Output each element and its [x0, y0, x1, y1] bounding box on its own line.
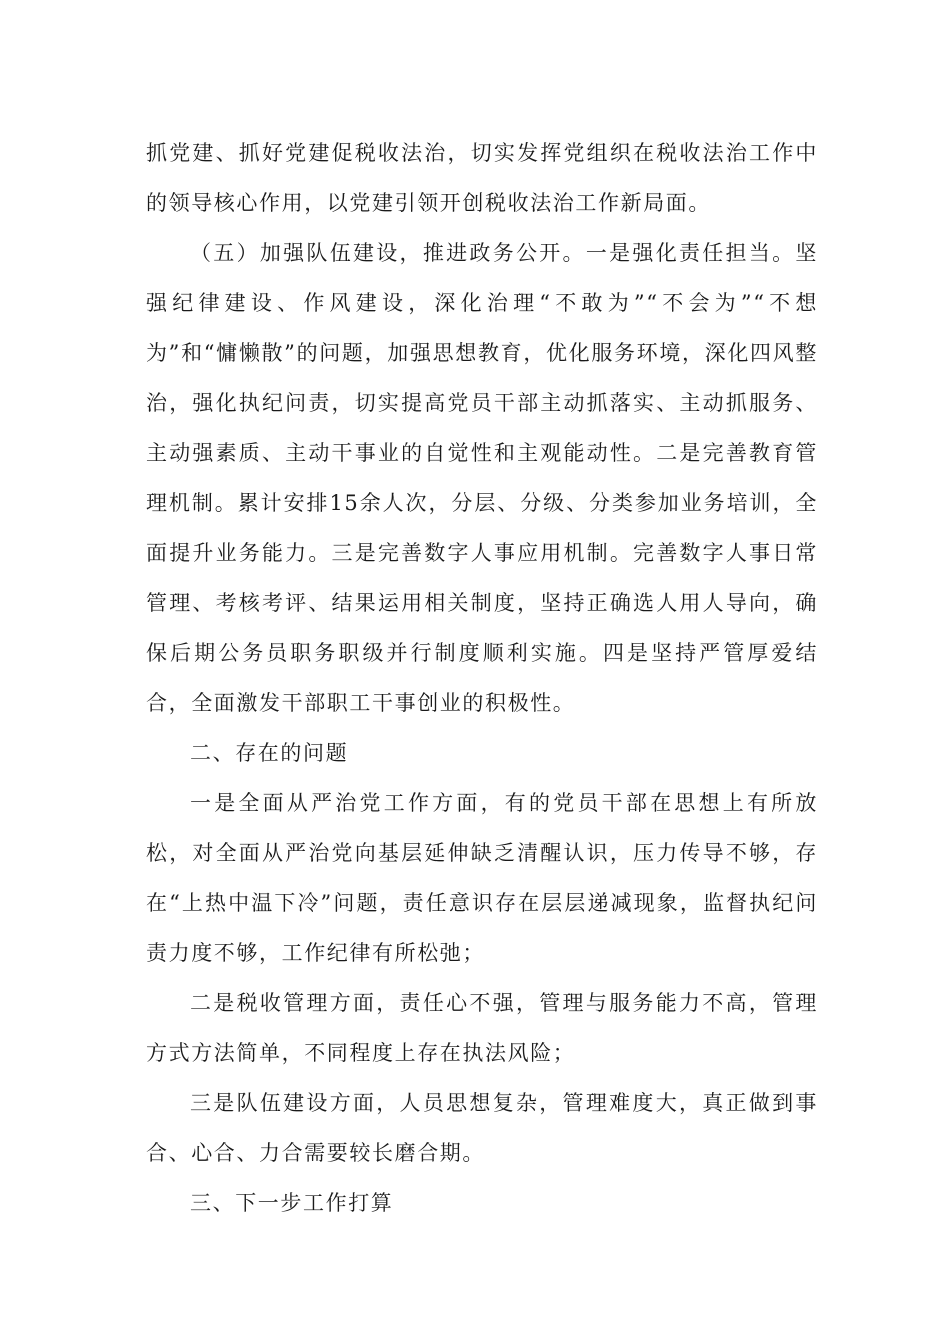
document-body: [146, 128, 818, 1228]
section-heading-next-steps: 三、下一步工作打算: [190, 1191, 394, 1215]
section-heading-problems: 二、存在的问题: [190, 741, 349, 765]
paragraph-problem-two: 二是税收管理方面，责任心不强，管理与服务能力不高，管理方式方法简单，不同程度上存在执法风险；: [146, 991, 818, 1065]
paragraph-continuation: 抓党建、抓好党建促税收法治，切实发挥党组织在税收法治工作中的领导核心作用，以党建引领开创税收法治工作新局面。: [146, 141, 818, 215]
paragraph-team-building: （五）加强队伍建设，推进政务公开。一是强化责任担当。坚强纪律建设、作风建设，深化治理“不敢为”“不会为”“不想为”和“慵懒散”的问题，加强思想教育，优化服务环境，深化四风整治，强化执纪问责，切实提高党员干部主动抓落实、主动抓服务、主动强素质、主动干事业的自觉性和主观能动性。二是完善教育管理机制。累计安排15余人次，分层、分级、分类参加业务培训，全面提升业务能力。三是完善数字人事应用机制。完善数字人事日常管理、考核考评、结果运用相关制度，坚持正确选人用人导向，确保后期公务员职务职级并行制度顺利实施。四是坚持严管厚爱结合，全面激发干部职工干事创业的积极性。: [146, 241, 818, 715]
paragraph-problem-three: 三是队伍建设方面，人员思想复杂，管理难度大，真正做到事合、心合、力合需要较长磨合期。: [146, 1091, 818, 1165]
paragraph-problem-one: 一是全面从严治党工作方面，有的党员干部在思想上有所放松，对全面从严治党向基层延伸缺乏清醒认识，压力传导不够，存在“上热中温下冷”问题，责任意识存在层层递减现象，监督执纪问责力度不够，工作纪律有所松弛；: [146, 791, 818, 965]
